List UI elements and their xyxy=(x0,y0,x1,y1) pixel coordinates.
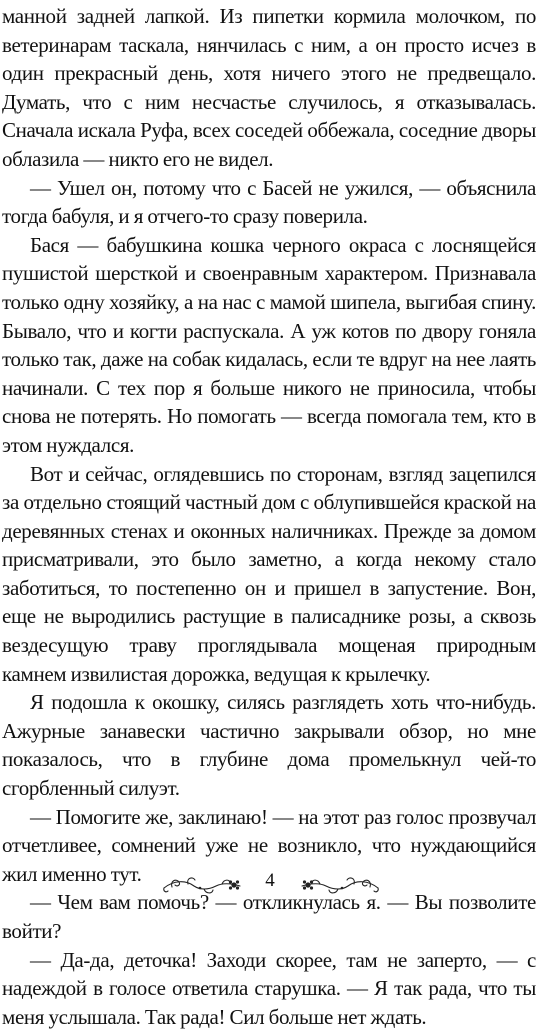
paragraph: — Да-да, деточка! Заходи скорее, там не заперто, — с надеждой в голосе ответила старушка. — Я так рада, что ты меня услышала. Так рада! Сил больше нет ждать. xyxy=(2,947,536,1029)
paragraph: Вот и сейчас, оглядевшись по сторонам, взгляд зацепился за отдельно стоящий частный дом с облупившейся краской на деревянных стенах и оконных наличниках. Прежде за домом присматривали, это было заметно, а когда некому стало заботиться, то постепенно он и пришел в запустение. Вон, еще не выродились растущие в палисаднике розы, а сквозь вездесущую траву проглядывала мощеная природным камнем извилистая дорожка, ведущая к крылечку. xyxy=(2,461,536,686)
paragraph: манной задней лапкой. Из пипетки кормила молочком, по ветеринарам таскала, нянчилась с ним, а он просто исчез в один прекрасный день, хотя ничего этого не предвещало. Думать, что с ним несчастье случилось, я отказывалась. Сначала искала Руфа, всех соседей оббежала, соседние дворы облазила — никто его не видел. xyxy=(2,4,536,171)
paragraph: — Ушел он, потому что с Басей не ужился, — объяснила тогда бабуля, и я отчего-то сразу поверила. xyxy=(2,175,536,229)
floral-ornament-right-icon xyxy=(298,872,382,898)
paragraph: Бася — бабушкина кошка черного окраса с лоснящейся пушистой шерсткой и своенравным характером. Признавала только одну хозяйку, а на нас с мамой шипела, выгибая спину. Бывало, что и когти распускала. А уж котов по двору гоняла только так, даже на собак кидалась, если те вдруг на нее лаять начинали. С тех пор я больше никого не приносила, чтобы снова не потерять. Но помогать — всегда помогала тем, кто в этом нуждался. xyxy=(2,232,536,457)
paragraph: Я подошла к окошку, силясь разглядеть хоть что-нибудь. Ажурные занавески частично закрывали обзор, но мне показалось, что в глубине дома промелькнул чей-то сгорбленный силуэт. xyxy=(2,690,536,801)
page-footer xyxy=(0,866,540,902)
paragraph: — Помогите же, заклинаю! — на этот раз голос прозвучал отчетливее, сомнений уже не возникло, что нуждающийся жил именно тут. xyxy=(2,804,536,886)
paragraph: — Чем вам помочь? — откликнулась я. — Вы позволите войти? xyxy=(2,890,536,943)
floral-ornament-left-icon xyxy=(160,872,244,898)
page-number: 4 xyxy=(265,870,275,891)
